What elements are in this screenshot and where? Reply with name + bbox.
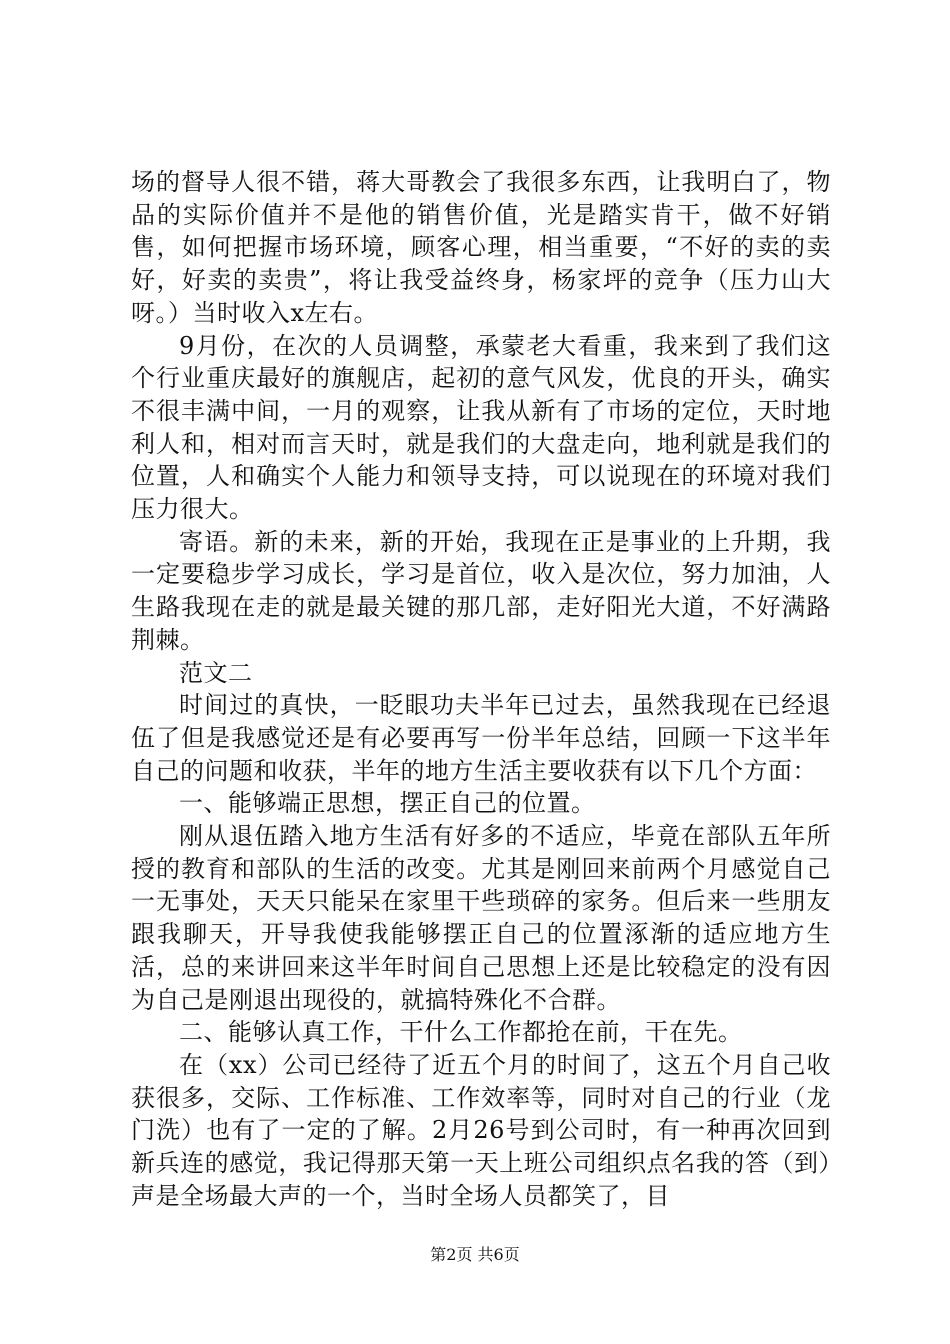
paragraph-company: 在（xx）公司已经待了近五个月的时间了，这五个月自己收获很多，交际、工作标准、工作效率等，同时对自己的行业（龙门洗）也有了一定的了解。2月26号到公司时，有一种再次回到新兵连的感觉，我记得那天第一天上班公司组织点名我的答（到）声是全场最大声的一个，当时全场人员都笑了，目	[131, 1050, 831, 1210]
paragraph-september: 9月份，在次的人员调整，承蒙老大看重，我来到了我们这个行业重庆最好的旗舰店，起初的意气风发，优良的开头，确实不很丰满中间，一月的观察，让我从新有了市场的定位，天时地利人和，相对而言天时，就是我们的大盘走向，地利就是我们的位置，人和确实个人能力和领导支持，可以说现在的环境对我们压力很大。	[131, 331, 831, 524]
page-number-footer: 第2页 共6页	[430, 1245, 520, 1264]
paragraph-continuation: 场的督导人很不错，蒋大哥教会了我很多东西，让我明白了，物品的实际价值并不是他的销售价值，光是踏实肯干，做不好销售，如何把握市场环境，顾客心理，相当重要，“不好的卖的卖好，好卖的卖贵”，将让我受益终身，杨家坪的竞争（压力山大呀。）当时收入x左右。	[131, 168, 831, 327]
section-heading-two: 二、能够认真工作，干什么工作都抢在前，干在先。	[179, 1018, 743, 1047]
section-heading-sample-two: 范文二	[179, 658, 253, 687]
paragraph-adjustment: 刚从退伍踏入地方生活有好多的不适应，毕竟在部队五年所授的教育和部队的生活的改变。尤其是刚回来前两个月感觉自己一无事处，天天只能呆在家里干些琐碎的家务。但后来一些朋友跟我聊天，开导我使我能够摆正自己的位置涿渐的适应地方生活，总的来讲回来这半年时间自己思想上还是比较稳定的没有因为自己是刚退出现役的，就搞特殊化不合群。	[131, 822, 831, 1014]
document-body	[131, 166, 831, 1213]
paragraph-closing-words: 寄语。新的未来，新的开始，我现在正是事业的上升期，我一定要稳步学习成长，学习是首位，收入是次位，努力加油，人生路我现在走的就是最关键的那几部，走好阳光大道，不好满路荆棘。	[131, 527, 831, 654]
paragraph-intro: 时间过的真快，一眨眼功夫半年已过去，虽然我现在已经退伍了但是我感觉还是有必要再写一份半年总结，回顾一下这半年自己的问题和收获，半年的地方生活主要收获有以下几个方面：	[131, 691, 831, 785]
section-heading-one: 一、能够端正思想，摆正自己的位置。	[179, 789, 596, 818]
